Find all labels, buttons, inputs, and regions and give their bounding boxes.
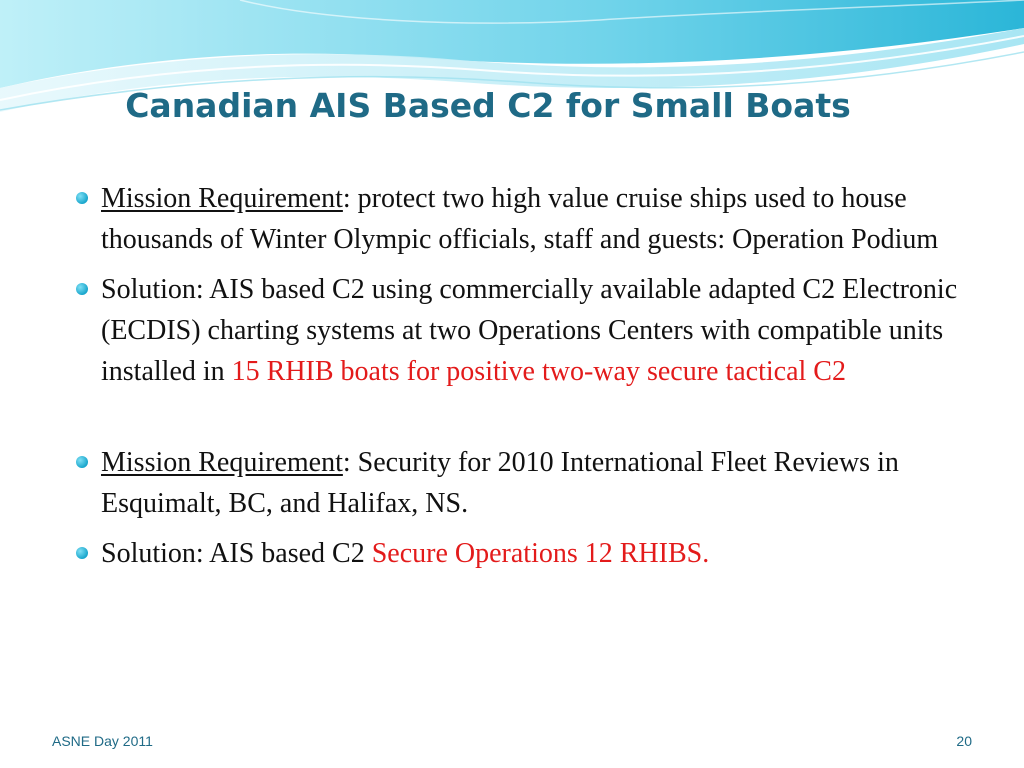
bullet-item [74, 178, 974, 260]
bullet-item [74, 533, 974, 574]
bullet-label: Mission Requirement [101, 183, 343, 214]
page-number: 20 [956, 733, 972, 749]
bullet-item [74, 269, 974, 392]
bullet-dot-icon [76, 456, 88, 468]
bullet-text: : protect two high value cruise ships used to house thousands of Winter Olympic officials, staff and guests: Operation Podium [101, 183, 939, 255]
bullet-highlight: Secure Operations 12 RHIBS. [371, 538, 710, 569]
bullet-item [74, 442, 974, 524]
bullet-label: Mission Requirement [101, 447, 343, 478]
bullet-text: Solution: AIS based C2 using commercially available adapted C2 Electronic (ECDIS) charting systems at two Operations Centers with compatible units installed in [101, 274, 958, 387]
bullet-text: : Security for 2010 International Fleet Reviews in Esquimalt, BC, and Halifax, NS. [101, 447, 899, 519]
slide-title: Canadian AIS Based C2 for Small Boats [125, 86, 851, 125]
bullet-dot-icon [76, 547, 88, 559]
bullet-highlight: 15 RHIB boats for positive two-way secure tactical C2 [231, 356, 846, 387]
footer-event-label: ASNE Day 2011 [52, 733, 153, 749]
bullet-dot-icon [76, 192, 88, 204]
bullet-dot-icon [76, 283, 88, 295]
bullet-text: Solution: AIS based C2 [101, 538, 372, 569]
bullet-list [74, 178, 974, 574]
